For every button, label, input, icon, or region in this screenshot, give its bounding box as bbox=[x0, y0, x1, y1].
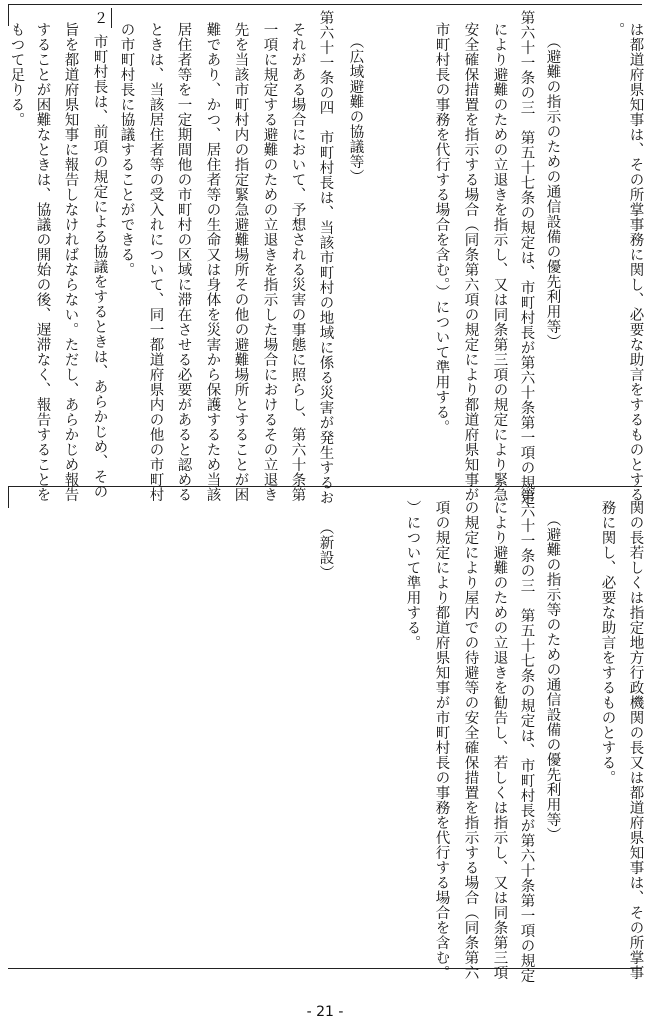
text-column: 市町村長は、前項の規定による協議をするときは、あらかじめ、その bbox=[91, 34, 108, 499]
text-column: 居住者等を一定期間他の市町村の区域に滞在させる必要があると認める bbox=[175, 22, 192, 502]
text-column: することが困難なときは、協議の開始の後、遅滞なく、報告することを bbox=[34, 22, 51, 502]
text-column: の規定により屋内での待避等の安全確保措置を指示する場合（同条第六 bbox=[462, 500, 479, 980]
new-provision-note: （新設） bbox=[317, 520, 334, 580]
top-rule bbox=[8, 4, 642, 5]
text-column: 務に関し、必要な助言をするものとする。 bbox=[599, 500, 616, 785]
text-column: ）について準用する。 bbox=[404, 500, 421, 650]
paragraph-number: ２ bbox=[91, 10, 108, 25]
text-column: により避難のための立退きを勧告し、若しくは指示し、又は同条第三項 bbox=[491, 500, 508, 980]
text-column: 第六十一条の三 第五十七条の規定は、市町村長が第六十条第一項の規定 bbox=[518, 488, 535, 983]
text-column: 先を当該市町村内の指定緊急避難場所その他の避難場所とすることが困 bbox=[232, 22, 249, 502]
text-column: ときは、当該居住者等の受入れについて、同一都道府県内の他の市町村 bbox=[147, 22, 164, 502]
article-heading: （広域避難の協議等） bbox=[347, 34, 364, 184]
text-column: 難であり、かつ、居住者等の生命又は身体を災害から保護するため当該 bbox=[204, 22, 221, 502]
article-heading: （避難の指示のための通信設備の優先利用等） bbox=[544, 34, 561, 349]
text-column: 一項に規定する避難のための立退きを指示した場合におけるその立退き bbox=[261, 22, 278, 502]
text-column: の市町村長に協議することができる。 bbox=[118, 22, 135, 277]
bottom-rule bbox=[8, 968, 642, 969]
text-column: 旨を都道府県知事に報告しなければならない。ただし、あらかじめ報告 bbox=[62, 22, 79, 502]
text-column: 安全確保措置を指示する場合（同条第六項の規定により都道府県知事が bbox=[462, 22, 479, 502]
left-mark-bottom bbox=[8, 486, 9, 508]
text-column: 市町村長の事務を代行する場合を含む。）について準用する。 bbox=[433, 22, 450, 435]
text-column: 第六十一条の四 市町村長は、当該市町村の地域に係る災害が発生するお bbox=[317, 10, 334, 505]
text-column: 関の長若しくは指定地方行政機関の長又は都道府県知事は、その所掌事 bbox=[627, 500, 644, 980]
page-number: - 21 - bbox=[306, 1004, 344, 1020]
text-column: は都道府県知事は、その所掌事務に関し、必要な助言をするものとする bbox=[627, 22, 644, 502]
para-bracket bbox=[111, 8, 112, 28]
text-column: 。 bbox=[608, 22, 625, 37]
text-column: 第六十一条の三 第五十七条の規定は、市町村長が第六十条第一項の規定 bbox=[518, 10, 535, 505]
text-column: もつて足りる。 bbox=[8, 22, 25, 127]
article-heading: （避難の指示等のための通信設備の優先利用等） bbox=[544, 512, 561, 842]
text-column: それがある場合において、予想される災害の事態に照らし、第六十条第 bbox=[289, 22, 306, 502]
text-column: 項の規定により都道府県知事が市町村長の事務を代行する場合を含む。 bbox=[433, 500, 450, 980]
text-column: により避難のための立退きを指示し、又は同条第三項の規定により緊急 bbox=[491, 22, 508, 502]
